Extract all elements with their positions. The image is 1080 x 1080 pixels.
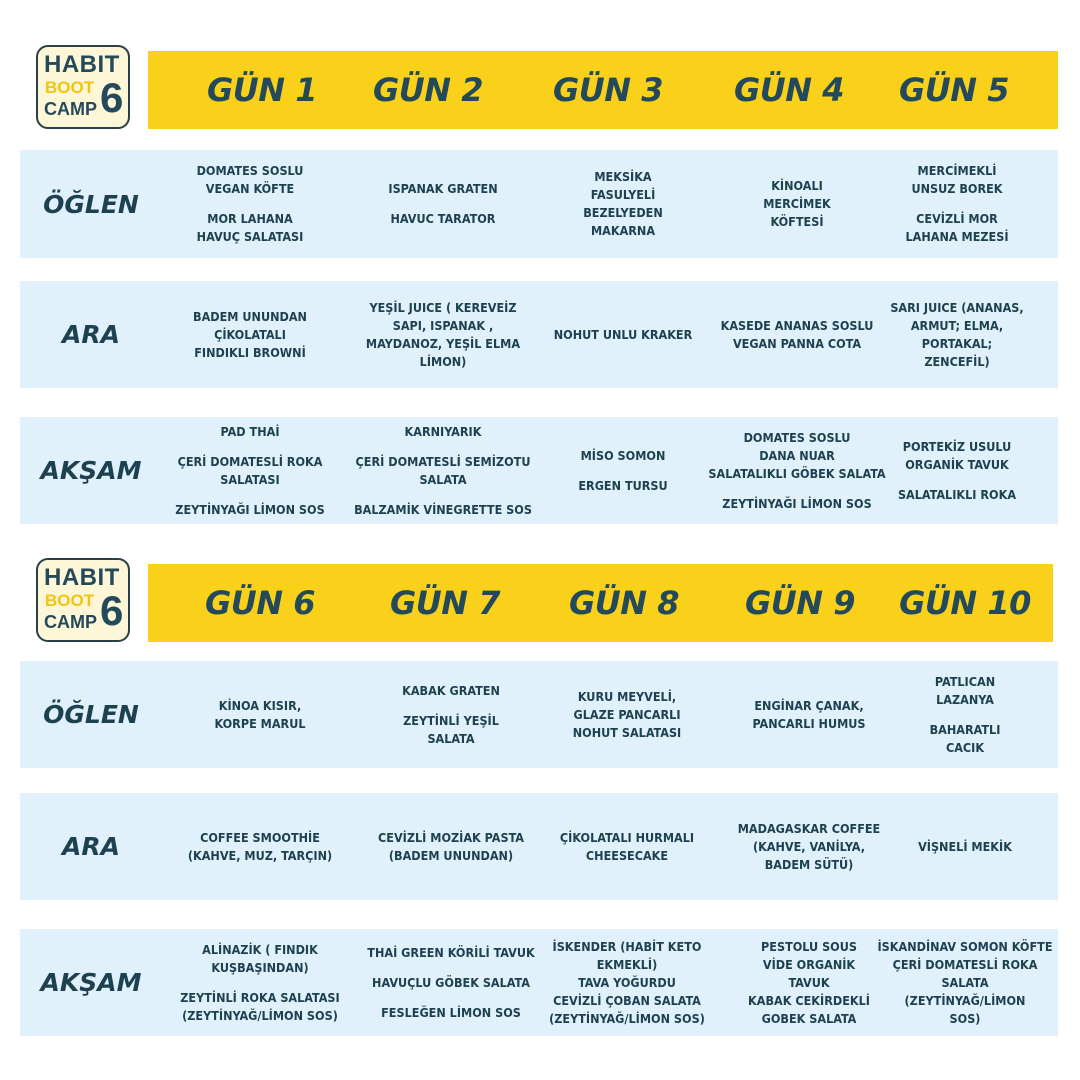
- meal-row: [20, 281, 1058, 388]
- menu-item-text: ALİNAZİK ( FINDIK: [202, 941, 318, 957]
- menu-item-text: CEVİZLİ MOR: [916, 211, 998, 226]
- day-header: GÜN 1: [207, 71, 317, 109]
- meal-label: AKŞAM: [40, 968, 142, 997]
- logo-text-boot: BOOT: [45, 591, 95, 610]
- day-header: GÜN 8: [569, 584, 679, 622]
- meal-cell: [355, 150, 531, 258]
- menu-item-text: KASEDE ANANAS SOSLU: [720, 317, 874, 333]
- menu-item-text: ÇERİ DOMATESLİ ROKA: [892, 956, 1038, 972]
- meal-cell: [877, 929, 1053, 1036]
- menu-item-text: FESLEĞEN LİMON SOS: [381, 1004, 521, 1020]
- menu-item-text: MAKARNA: [590, 223, 656, 238]
- menu-item-text: BAHARATLI: [929, 721, 1001, 737]
- menu-item-text: ÇİKOLATALI: [214, 326, 286, 342]
- menu-item-text: VİŞNELİ MEKİK: [918, 838, 1012, 854]
- meal-cell: [709, 281, 885, 388]
- meal-cell: [877, 661, 1053, 768]
- menu-item-text: PATLICAN: [934, 673, 996, 689]
- day-header: GÜN 9: [745, 584, 855, 622]
- menu-item-text: BEZELYEDEN: [583, 205, 663, 220]
- meal-cell: [172, 793, 348, 900]
- day-header: GÜN 4: [734, 71, 844, 109]
- menu-item-text: İSKANDİNAV SOMON KÖFTE: [877, 938, 1053, 954]
- menu-item-text: YEŞİL JUICE ( KEREVEİZ: [369, 299, 517, 315]
- menu-item-text: ZEYTİNLİ ROKA SALATASI: [180, 989, 340, 1005]
- day-header: GÜN 2: [373, 71, 483, 109]
- menu-item-text: DANA NUAR: [759, 447, 835, 463]
- menu-item-text: MERCİMEKLİ: [917, 163, 997, 178]
- menu-item-text: KABAK GRATEN: [402, 682, 500, 698]
- menu-item-text: ENGİNAR ÇANAK,: [754, 697, 864, 713]
- menu-item-text: ZENCEFİL): [924, 353, 990, 369]
- logo-number: 6: [100, 587, 124, 634]
- menu-item-text: DOMATES SOSLU: [743, 429, 851, 445]
- meal-cell: [535, 281, 711, 388]
- menu-item-text: SALATALIKLI GÖBEK SALATA: [708, 465, 886, 481]
- day-header: GÜN 5: [899, 71, 1009, 109]
- logo-text-boot: BOOT: [45, 78, 95, 97]
- meal-cell: [869, 281, 1045, 388]
- menu-item-text: ÇİKOLATALI HURMALI: [559, 829, 695, 845]
- habit-bootcamp-logo: [36, 558, 130, 642]
- menu-item-text: (KAHVE, VANİLYA,: [752, 838, 866, 854]
- meal-cell: [162, 150, 338, 258]
- menu-item-text: BADEM UNUNDAN: [193, 308, 307, 324]
- menu-item-text: SALATA: [427, 730, 475, 746]
- menu-item-text: VİDE ORGANİK: [762, 956, 856, 972]
- logo-text-camp: CAMP: [44, 99, 97, 119]
- meal-cell: [877, 793, 1053, 900]
- menu-item-text: MİSO SOMON: [580, 447, 666, 463]
- menu-item-text: CACIK: [945, 739, 985, 755]
- menu-item-text: SALATALIKLI ROKA: [897, 486, 1017, 502]
- menu-item-text: KABAK CEKİRDEKLİ: [748, 992, 870, 1008]
- menu-item-text: GOBEK SALATA: [761, 1010, 857, 1026]
- meal-cell: [363, 793, 539, 900]
- logo-number: 6: [100, 74, 124, 121]
- meal-cell: [363, 661, 539, 768]
- meal-cell: [172, 661, 348, 768]
- habit-bootcamp-logo: [36, 45, 130, 129]
- meal-label: AKŞAM: [40, 456, 142, 485]
- meal-row: [20, 793, 1058, 900]
- meal-cell: [535, 150, 711, 258]
- menu-item-text: ERGEN TURSU: [578, 477, 668, 493]
- menu-item-text: MERCİMEK: [763, 196, 831, 211]
- menu-item-text: UNSUZ BOREK: [911, 181, 1003, 196]
- menu-item-text: (BADEM UNUNDAN): [388, 847, 514, 863]
- menu-item-text: MOR LAHANA: [207, 211, 293, 226]
- meal-row: [20, 661, 1058, 768]
- menu-item-text: FASULYELİ: [590, 187, 656, 202]
- logo-text-habit: HABIT: [44, 564, 120, 591]
- menu-item-text: KUŞBAŞINDAN): [211, 959, 309, 975]
- menu-item-text: MEKSİKA: [594, 169, 652, 184]
- menu-item-text: PANCARLI HUMUS: [752, 715, 866, 731]
- menu-item-text: SALATA: [419, 471, 467, 487]
- day-header-bar: [148, 564, 1053, 642]
- menu-item-text: (ZEYTİNYAĞ/LİMON SOS): [549, 1010, 705, 1026]
- menu-item-text: LAZANYA: [936, 691, 994, 707]
- menu-item-text: İSKENDER (HABİT KETO: [552, 938, 702, 954]
- meal-cell: [355, 281, 531, 388]
- menu-item-text: MAYDANOZ, YEŞİL ELMA: [365, 335, 521, 351]
- menu-item-text: CEVİZLİ ÇOBAN SALATA: [553, 992, 701, 1008]
- meal-cell: [721, 793, 897, 900]
- day-header: GÜN 3: [553, 71, 663, 109]
- menu-item-text: LİMON): [419, 353, 467, 369]
- menu-item-text: (ZEYTİNYAĞ/LİMON: [904, 992, 1026, 1008]
- menu-item-text: NOHUT SALATASI: [572, 724, 682, 740]
- menu-item-text: KİNOALI: [771, 178, 823, 193]
- menu-item-text: KORPE MARUL: [214, 715, 306, 731]
- menu-item-text: MADAGASKAR COFFEE: [737, 820, 881, 836]
- menu-item-text: (KAHVE, MUZ, TARÇIN): [187, 847, 333, 863]
- menu-item-text: GLAZE PANCARLI: [573, 706, 681, 722]
- meal-label: ÖĞLEN: [43, 189, 139, 219]
- menu-item-text: ÇERİ DOMATESLİ ROKA: [177, 453, 323, 469]
- menu-item-text: PORTEKİZ USULU: [902, 438, 1012, 454]
- meal-label: ARA: [62, 320, 120, 349]
- menu-item-text: SARI JUICE (ANANAS,: [890, 299, 1024, 315]
- menu-item-text: NOHUT UNLU KRAKER: [553, 326, 693, 342]
- meal-label: ARA: [62, 832, 120, 861]
- menu-item-text: THAİ GREEN KÖRİLİ TAVUK: [367, 944, 535, 960]
- menu-item-text: TAVA YOĞURDU: [578, 974, 676, 990]
- menu-item-text: ÇERİ DOMATESLİ SEMİZOTU: [355, 453, 531, 469]
- menu-item-text: KİNOA KISIR,: [218, 697, 302, 713]
- day-header: GÜN 7: [390, 584, 500, 622]
- menu-item-text: (ZEYTİNYAĞ/LİMON SOS): [182, 1007, 338, 1023]
- logo-text-camp: CAMP: [44, 612, 97, 632]
- menu-item-text: HAVUÇ SALATASI: [196, 229, 304, 244]
- menu-item-text: COFFEE SMOOTHİE: [200, 829, 320, 845]
- meal-row: [20, 150, 1058, 258]
- menu-item-text: CEVİZLİ MOZİAK PASTA: [378, 829, 524, 845]
- meal-cell: [539, 929, 715, 1036]
- menu-item-text: LAHANA MEZESİ: [905, 229, 1009, 244]
- day-header: GÜN 10: [899, 584, 1031, 622]
- menu-item-text: CHEESECAKE: [585, 847, 669, 863]
- menu-item-text: BALZAMİK VİNEGRETTE SOS: [354, 501, 532, 517]
- menu-item-text: ISPANAK GRATEN: [388, 181, 498, 196]
- meal-cell: [869, 417, 1045, 524]
- menu-item-text: VEGAN PANNA COTA: [732, 335, 862, 351]
- menu-item-text: ZEYTİNYAĞI LİMON SOS: [722, 495, 872, 511]
- menu-item-text: KÖFTESİ: [770, 214, 824, 229]
- meal-label: ÖĞLEN: [43, 700, 139, 729]
- meal-cell: [162, 281, 338, 388]
- menu-item-text: VEGAN KÖFTE: [205, 181, 295, 196]
- meal-cell: [721, 661, 897, 768]
- menu-item-text: SALATASI: [220, 471, 280, 487]
- meal-row: [20, 929, 1058, 1036]
- menu-item-text: SAPI, ISPANAK ,: [392, 317, 494, 333]
- meal-cell: [535, 417, 711, 524]
- meal-cell: [162, 417, 338, 524]
- menu-item-text: PESTOLU SOUS: [761, 938, 857, 954]
- menu-item-text: ORGANİK TAVUK: [905, 456, 1009, 472]
- menu-item-text: HAVUÇLU GÖBEK SALATA: [372, 974, 530, 990]
- menu-item-text: KURU MEYVELİ,: [577, 688, 677, 704]
- menu-item-text: FINDIKLI BROWNİ: [194, 344, 306, 360]
- menu-item-text: DOMATES SOSLU: [196, 163, 304, 178]
- meal-cell: [539, 661, 715, 768]
- menu-item-text: ZEYTİNLİ YEŞİL: [403, 712, 499, 728]
- menu-item-text: PORTAKAL;: [921, 335, 993, 351]
- meal-cell: [363, 929, 539, 1036]
- menu-item-text: ARMUT; ELMA,: [910, 317, 1004, 333]
- menu-item-text: SALATA: [941, 974, 989, 990]
- meal-cell: [539, 793, 715, 900]
- day-header: GÜN 6: [205, 584, 315, 622]
- meal-cell: [869, 150, 1045, 258]
- day-header-bar: [148, 51, 1058, 129]
- meal-cell: [172, 929, 348, 1036]
- menu-item-text: PAD THAİ: [220, 423, 280, 439]
- menu-item-text: ZEYTİNYAĞI LİMON SOS: [175, 501, 325, 517]
- meal-cell: [709, 417, 885, 524]
- menu-item-text: SOS): [949, 1010, 981, 1026]
- menu-item-text: KARNIYARIK: [404, 423, 482, 439]
- logo-text-habit: HABIT: [44, 51, 120, 78]
- meal-cell: [721, 929, 897, 1036]
- menu-item-text: TAVUK: [788, 974, 830, 990]
- menu-item-text: HAVUC TARATOR: [390, 211, 496, 226]
- menu-item-text: EKMEKLİ): [596, 956, 658, 972]
- menu-item-text: BADEM SÜTÜ): [764, 856, 854, 872]
- meal-cell: [709, 150, 885, 258]
- meal-row: [20, 417, 1058, 524]
- meal-cell: [355, 417, 531, 524]
